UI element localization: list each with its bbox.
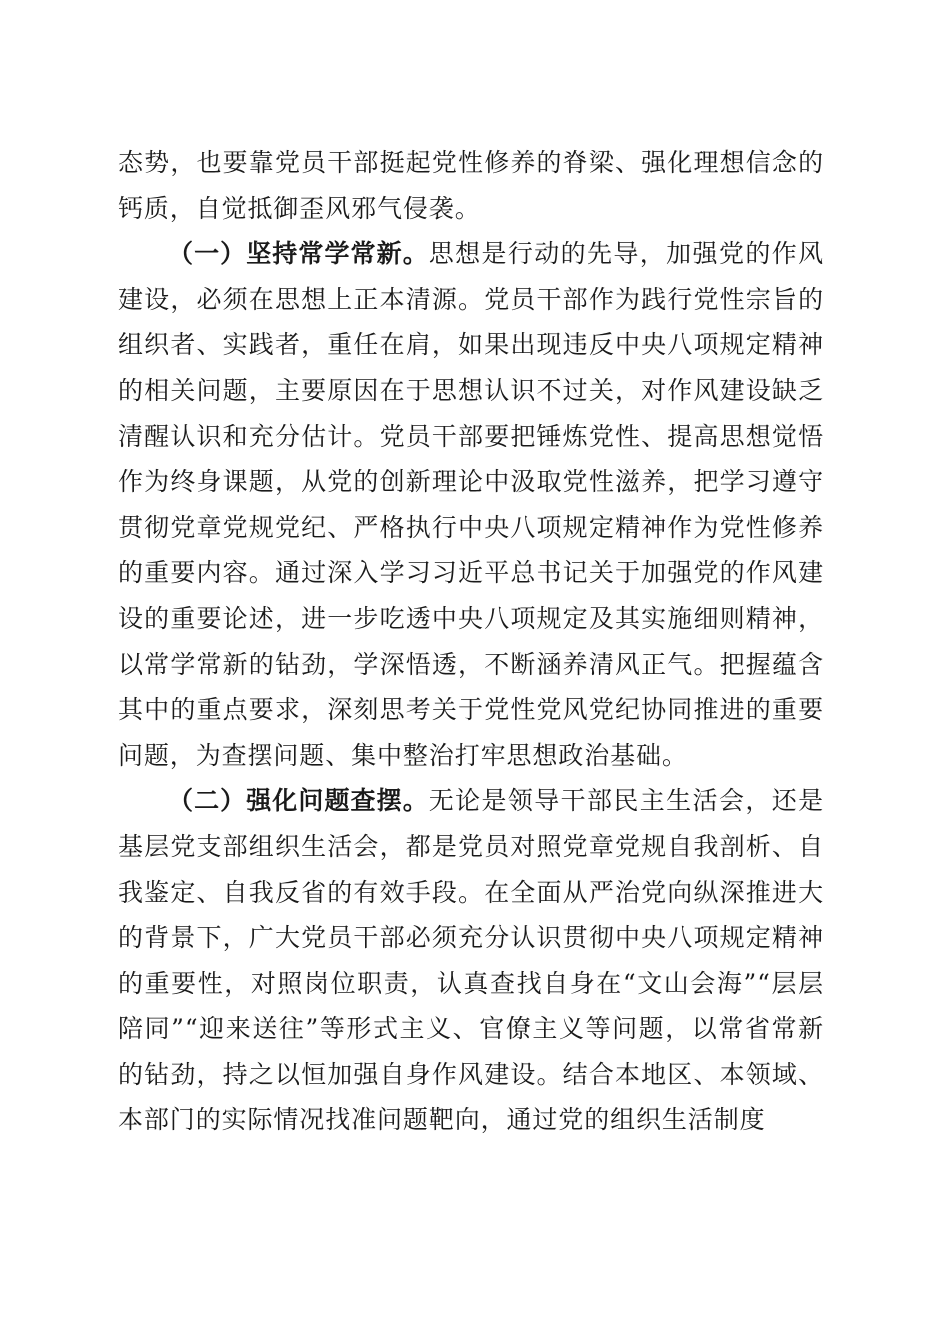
paragraph-intro-text: 态势，也要靠党员干部挺起党性修养的脊梁、强化理想信念的钙质，自觉抵御歪风邪气侵袭。 [118, 148, 824, 223]
section-2-heading: （二）强化问题查摆。 [168, 786, 429, 816]
paragraph-intro [118, 140, 824, 231]
paragraph-section-1 [118, 231, 824, 778]
document-page [118, 140, 824, 1143]
paragraph-section-2 [118, 778, 824, 1143]
section-1-heading: （一）坚持常学常新。 [168, 239, 429, 269]
section-2-body: 无论是领导干部民主生活会，还是基层党支部组织生活会，都是党员对照党章党规自我剖析、自我鉴定、自我反省的有效手段。在全面从严治党向纵深推进大的背景下，广大党员干部必须充分认识贯彻中央八项规定精神的重要性，对照岗位职责，认真查找自身在“文山会海”“层层陪同”“迎来送往”等形式主义、官僚主义等问题，以常省常新的钻劲，持之以恒加强自身作风建设。结合本地区、本领域、本部门的实际情况找准问题靶向，通过党的组织生活制度 [118, 786, 824, 1135]
section-1-body: 思想是行动的先导，加强党的作风建设，必须在思想上正本清源。党员干部作为践行党性宗旨的组织者、实践者，重任在肩，如果出现违反中央八项规定精神的相关问题，主要原因在于思想认识不过关，对作风建设缺乏清醒认识和充分估计。党员干部要把锤炼党性、提高思想觉悟作为终身课题，从党的创新理论中汲取党性滋养，把学习遵守贯彻党章党规党纪、严格执行中央八项规定精神作为党性修养的重要内容。通过深入学习习近平总书记关于加强党的作风建设的重要论述，进一步吃透中央八项规定及其实施细则精神，以常学常新的钻劲，学深悟透，不断涵养清风正气。把握蕴含其中的重点要求，深刻思考关于党性党风党纪协同推进的重要问题，为查摆问题、集中整治打牢思想政治基础。 [118, 239, 824, 770]
